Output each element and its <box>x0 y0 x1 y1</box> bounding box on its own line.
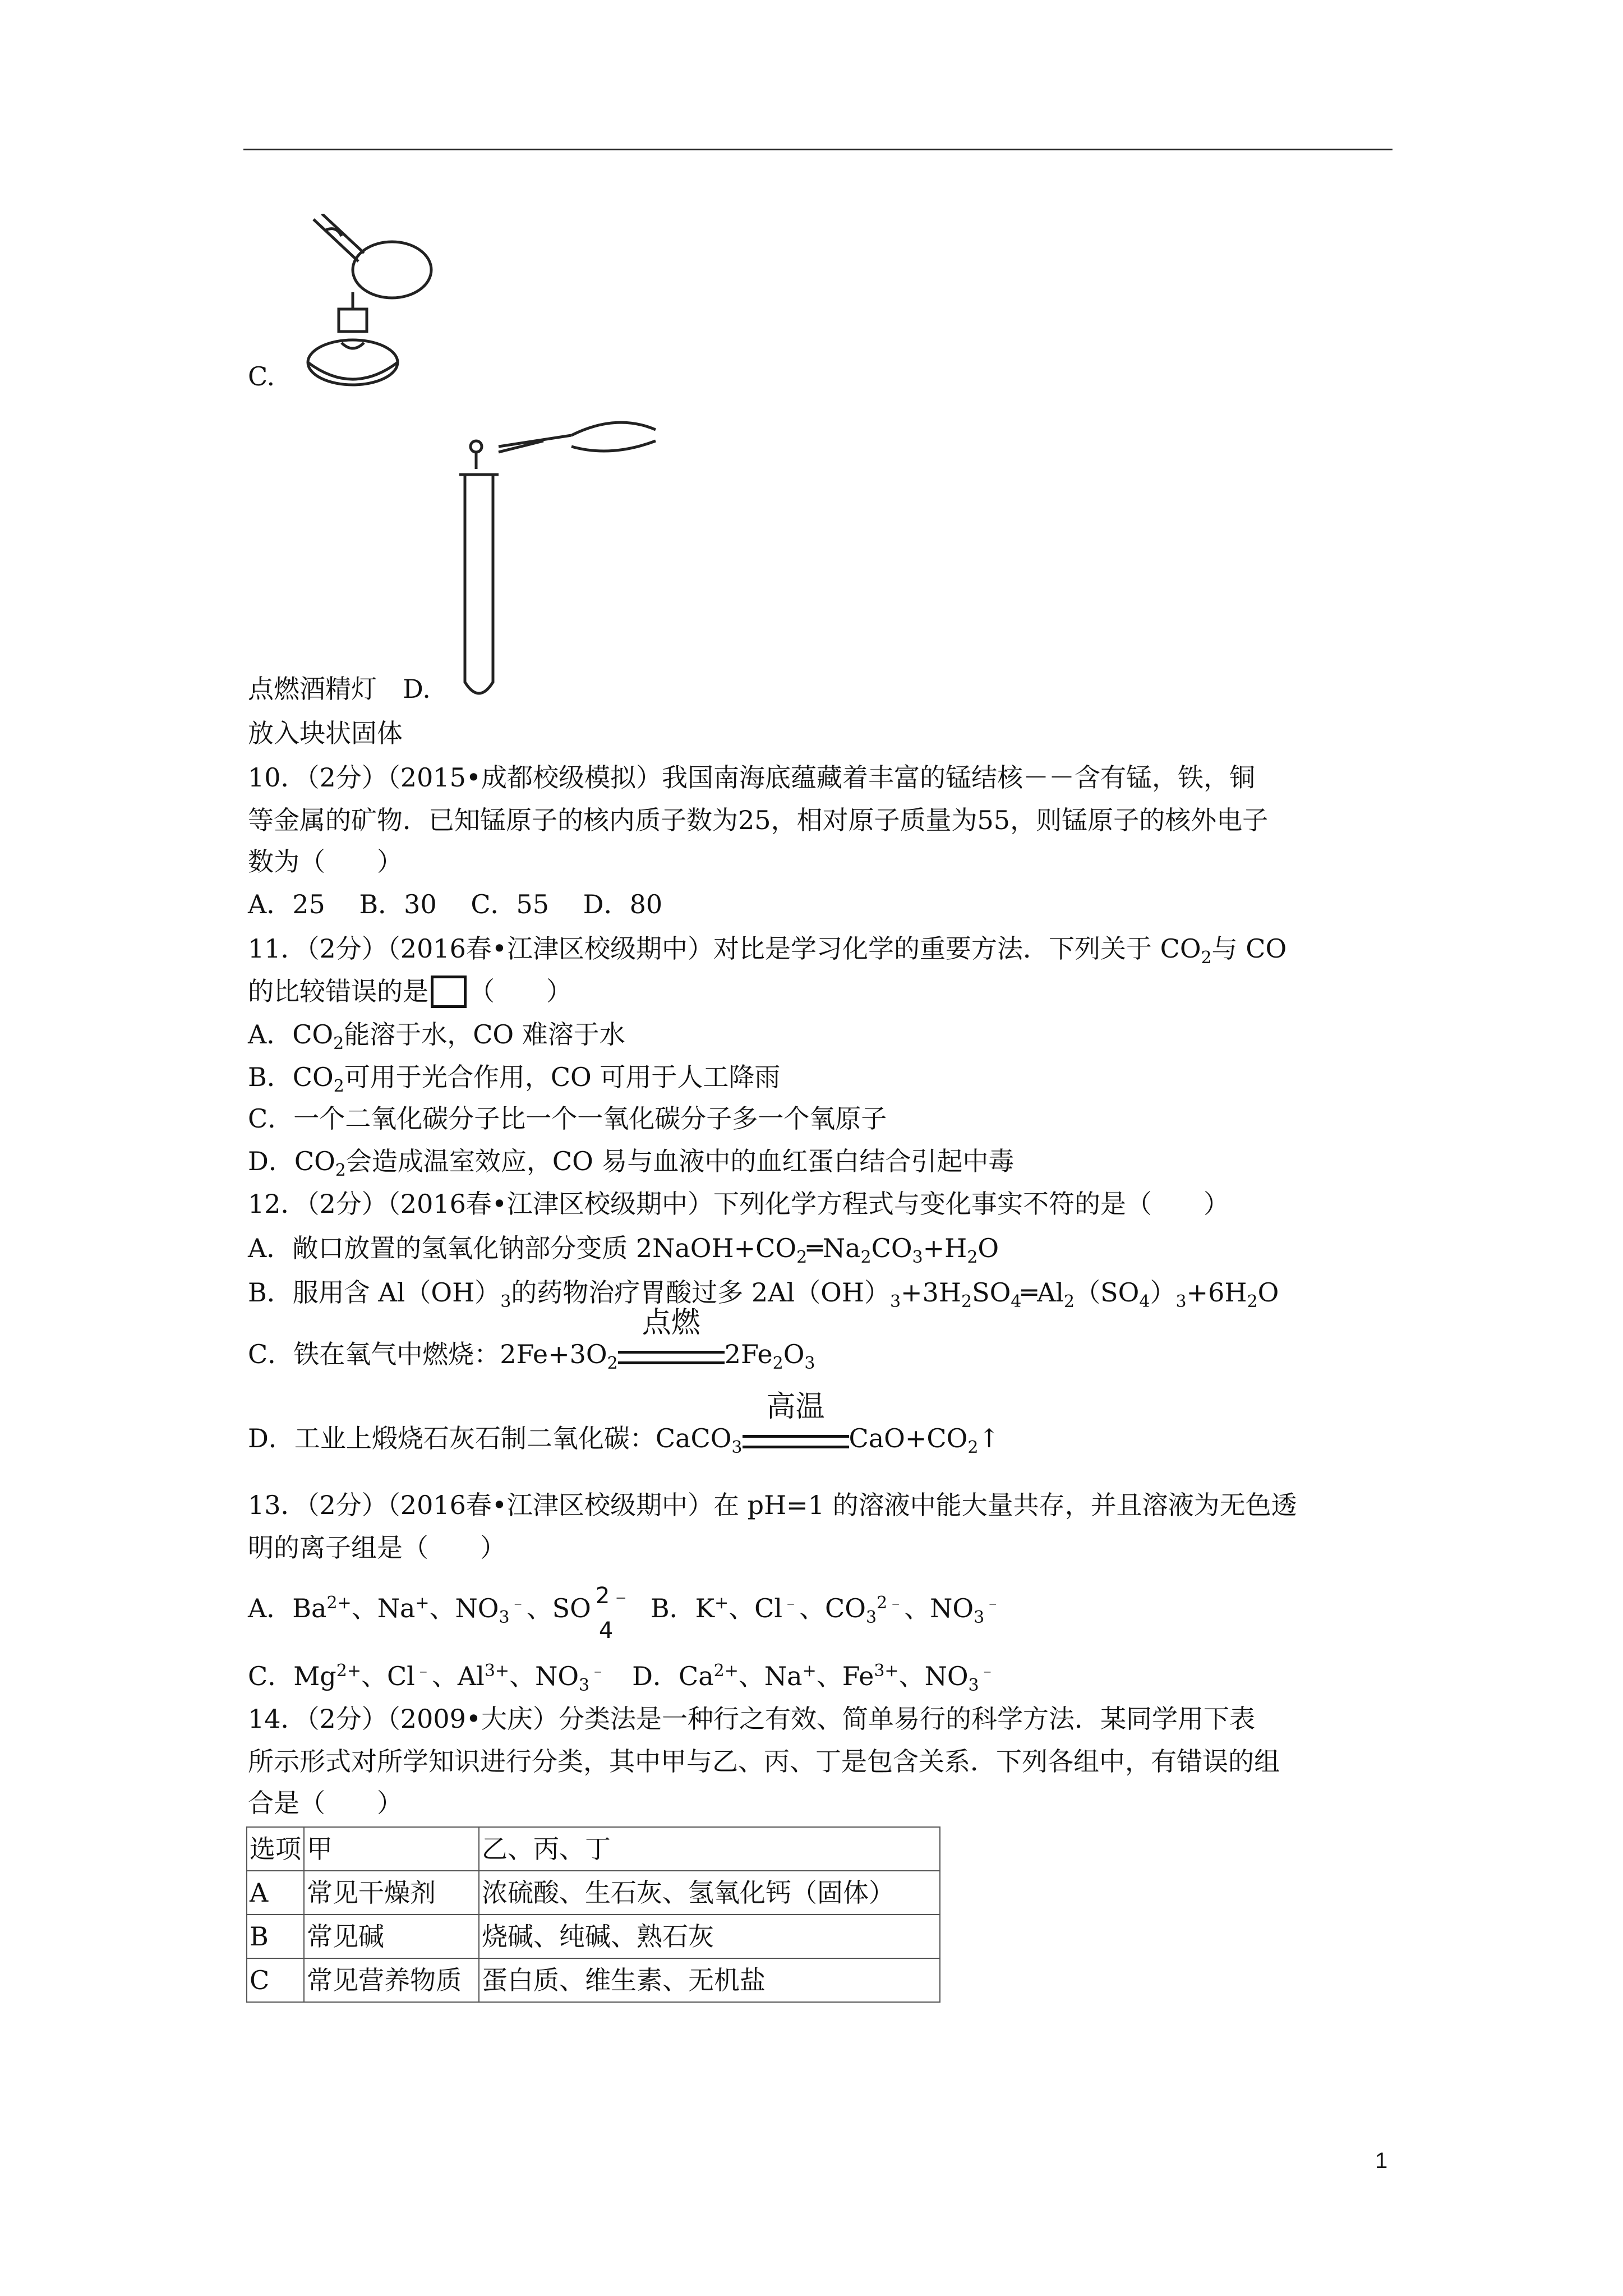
q11-option-a <box>248 1018 625 1051</box>
text-run: C．Mg <box>248 1661 336 1691</box>
figure-d-caption: 放入块状固体 <box>248 718 403 748</box>
q14-line2: 所示形式对所学知识进行分类，其中甲与乙、丙、丁是包含关系．下列各组中，有错误的组 <box>248 1746 1280 1777</box>
subscript: 3 <box>731 1438 743 1457</box>
q12-option-a <box>248 1231 999 1265</box>
q11-line1 <box>248 932 1287 968</box>
subscript: 2 <box>333 1034 344 1053</box>
subscript: 4 <box>1011 1292 1022 1312</box>
text-run: 可用于光合作用，CO 可用于人工降雨 <box>344 1062 781 1092</box>
q11-text: 11．（2分）（2016春•江津区校级期中）对比是学习化学的重要方法．下列关于 CO <box>248 933 1201 964</box>
q10-line1: 10．（2分）（2015•成都校级模拟）我国南海底蕴藏着丰富的锰结核－－含有锰，铁，铜 <box>248 762 1255 793</box>
header-cell: 甲 <box>304 1827 479 1871</box>
q13-line2: 明的离子组是（ ） <box>248 1533 506 1563</box>
cell: 浓硫酸、生石灰、氢氧化钙（固体） <box>479 1871 940 1915</box>
condition-text: 高温 <box>766 1390 825 1424</box>
text-run: 会造成温室效应，CO 易与血液中的血红蛋白结合引起中毒 <box>345 1146 1015 1176</box>
text-run: 、NO <box>898 1661 969 1691</box>
subscript: 3 <box>974 1608 985 1627</box>
subscript: 3 <box>968 1676 979 1695</box>
subscript: 4 <box>598 1618 614 1644</box>
cell: 烧碱、纯碱、熟石灰 <box>479 1915 940 1958</box>
superscript: ﹣ <box>782 1593 800 1613</box>
q11-option-b <box>248 1060 780 1094</box>
q13-options-ab <box>248 1583 1002 1644</box>
classification-table <box>246 1826 940 2003</box>
subscript: 2 <box>1064 1292 1075 1312</box>
q13-line1: 13．（2分）（2016春•江津区校级期中）在 pH=1 的溶液中能大量共存，并且溶液为无色透 <box>248 1490 1297 1520</box>
text-run: A．Ba <box>248 1593 327 1623</box>
text-run: C．铁在氧气中燃烧：2Fe+3O <box>248 1339 607 1369</box>
text-run: A．敞口放置的氢氧化钠部分变质 2NaOH+CO <box>248 1233 797 1263</box>
subscript: 2 <box>967 1438 979 1457</box>
table-row <box>247 1871 940 1915</box>
superscript: ﹣ <box>509 1593 527 1613</box>
subscript: 3 <box>804 1354 815 1373</box>
text-run: SO <box>972 1277 1011 1308</box>
q11-line2 <box>248 974 572 1008</box>
text-run: O <box>1257 1277 1279 1308</box>
q11-text: 与 CO <box>1211 933 1287 964</box>
option-b <box>624 1593 1002 1627</box>
superscript: + <box>714 1593 729 1613</box>
subscript: 3 <box>912 1248 923 1267</box>
table-row <box>247 1915 940 1958</box>
reaction-condition <box>743 1390 849 1455</box>
q12-option-b <box>248 1276 1279 1312</box>
subscript: 3 <box>889 1292 901 1312</box>
text-run: 、Cl <box>728 1593 783 1623</box>
text-run: ═Al <box>1021 1277 1064 1308</box>
sulfate-charge <box>591 1583 633 1644</box>
text-run: CO <box>871 1233 912 1263</box>
text-run: 2Fe <box>724 1339 773 1369</box>
subscript: 2 <box>961 1292 972 1312</box>
q11-text: （ ） <box>469 976 572 1006</box>
superscript: 2+ <box>326 1593 352 1613</box>
text-run: 、Na <box>738 1661 803 1691</box>
q10-line2: 等金属的矿物．已知锰原子的核内质子数为25，相对原子质量为55，则锰原子的核外电子 <box>248 805 1269 835</box>
text-run: 、NO <box>904 1593 974 1623</box>
subscript: 2 <box>1247 1292 1258 1312</box>
subscript: 2 <box>860 1248 872 1267</box>
double-line <box>743 1435 849 1448</box>
equation-left <box>248 1423 743 1457</box>
text-run: +6H <box>1186 1277 1247 1308</box>
cell: 常见碱 <box>304 1915 479 1958</box>
figure-c-caption: 点燃酒精灯 <box>248 674 377 704</box>
text-run: D．CO <box>248 1146 335 1176</box>
subscript: 2 <box>335 1161 346 1180</box>
text-run: 、NO <box>429 1593 499 1623</box>
subscript: 3 <box>865 1608 877 1627</box>
equation-right <box>724 1339 815 1373</box>
cell: 常见干燥剂 <box>304 1871 479 1915</box>
subscript: 2 <box>607 1354 618 1373</box>
superscript: ﹣ <box>979 1661 996 1681</box>
page-number: 1 <box>1375 2148 1388 2173</box>
text-run: 、Fe <box>816 1661 874 1691</box>
subscript: 3 <box>1175 1292 1187 1312</box>
test-tube-figure <box>442 413 661 710</box>
text-run: 能溶于水，CO 难溶于水 <box>344 1019 625 1050</box>
subscript: 2 <box>796 1248 808 1267</box>
text-run: ） <box>1150 1277 1176 1308</box>
figure-c-label: C. <box>248 361 275 392</box>
subscript: 2 <box>967 1248 978 1267</box>
text-run: B．CO <box>248 1062 334 1092</box>
superscript: ﹣ <box>414 1661 432 1681</box>
subscript: 4 <box>1139 1292 1150 1312</box>
q10-options: A．25 B．30 C．55 D．80 <box>248 889 663 919</box>
q12-option-c <box>248 1306 815 1373</box>
subscript: 3 <box>500 1292 511 1312</box>
text-run: B．服用含 Al（OH） <box>248 1277 501 1308</box>
superscript: 2+ <box>713 1661 739 1681</box>
text-run: 、Al <box>431 1661 485 1691</box>
text-run: ↑ <box>978 1423 1000 1453</box>
text-run: （SO <box>1075 1277 1140 1308</box>
text-run: 、NO <box>509 1661 579 1691</box>
q14-line1: 14．（2分）（2009•大庆）分类法是一种行之有效、简单易行的科学方法．某同学用下表 <box>248 1704 1255 1734</box>
cell: A <box>247 1871 304 1915</box>
charge: 2﹣ <box>595 1583 633 1609</box>
cell: C <box>247 1958 304 2002</box>
superscript: ﹣ <box>984 1593 1002 1613</box>
text-run: CaO+CO <box>849 1423 968 1453</box>
option-a <box>248 1593 591 1627</box>
header-cell: 选项 <box>247 1827 304 1871</box>
figure-d-label: D. <box>403 674 431 704</box>
q13-options-cd <box>248 1659 996 1693</box>
q11-text: 的比较错误的是 <box>248 976 428 1006</box>
q11-option-d <box>248 1144 1014 1178</box>
reaction-condition <box>618 1306 725 1371</box>
text-run: 、Cl <box>361 1661 415 1691</box>
q12-line1: 12．（2分）（2016春•江津区校级期中）下列化学方程式与变化事实不符的是（ ） <box>248 1189 1229 1219</box>
superscript: 3+ <box>874 1661 899 1681</box>
text-run: 、CO <box>799 1593 866 1623</box>
cell: 蛋白质、维生素、无机盐 <box>479 1958 940 2002</box>
header-cell: 乙、丙、丁 <box>479 1827 940 1871</box>
q10-line3: 数为（ ） <box>248 846 403 877</box>
text-run: A．CO <box>248 1019 334 1050</box>
table-header-row <box>247 1827 940 1871</box>
text-run: +H <box>923 1233 967 1263</box>
superscript: 2﹣ <box>877 1593 905 1613</box>
text-run: O <box>783 1339 805 1369</box>
subscript: 2 <box>772 1354 783 1373</box>
equation-left <box>248 1339 618 1373</box>
text-run: 、Na <box>351 1593 416 1623</box>
q12-option-d <box>248 1390 1000 1457</box>
q14-line3: 合是（ ） <box>248 1788 403 1818</box>
q11-option-c <box>248 1102 887 1135</box>
double-line <box>618 1351 725 1364</box>
subscript: 2 <box>333 1076 344 1096</box>
text-run: 、SO <box>526 1593 591 1623</box>
superscript: 3+ <box>484 1661 510 1681</box>
superscript: ﹣ <box>589 1661 607 1681</box>
text-run: D．Ca <box>606 1661 714 1691</box>
superscript: + <box>415 1593 430 1613</box>
cell: 常见营养物质 <box>304 1958 479 2002</box>
table-row <box>247 1958 940 2002</box>
condition-text: 点燃 <box>642 1306 700 1340</box>
text-run: 的药物治疗胃酸过多 2Al（OH） <box>511 1277 890 1308</box>
equation-right <box>849 1423 1000 1457</box>
text-run: ═Na <box>807 1233 861 1263</box>
alcohol-lamp-lighting-figure <box>302 214 454 393</box>
text-run: B．K <box>624 1593 714 1623</box>
superscript: 2+ <box>336 1661 361 1681</box>
text-run: +3H <box>901 1277 961 1308</box>
superscript: + <box>802 1661 817 1681</box>
subscript: 2 <box>1201 948 1212 968</box>
figure-c-d-caption <box>248 672 431 706</box>
subscript: 3 <box>579 1676 590 1695</box>
text-run: D．工业上煅烧石灰石制二氧化碳：CaCO <box>248 1423 732 1453</box>
text-run: O <box>978 1233 999 1263</box>
subscript: 3 <box>499 1608 510 1627</box>
text-run: C．一个二氧化碳分子比一个一氧化碳分子多一个氧原子 <box>248 1103 887 1134</box>
answer-box[interactable] <box>431 976 467 1008</box>
cell: B <box>247 1915 304 1958</box>
header-rule <box>243 149 1393 150</box>
